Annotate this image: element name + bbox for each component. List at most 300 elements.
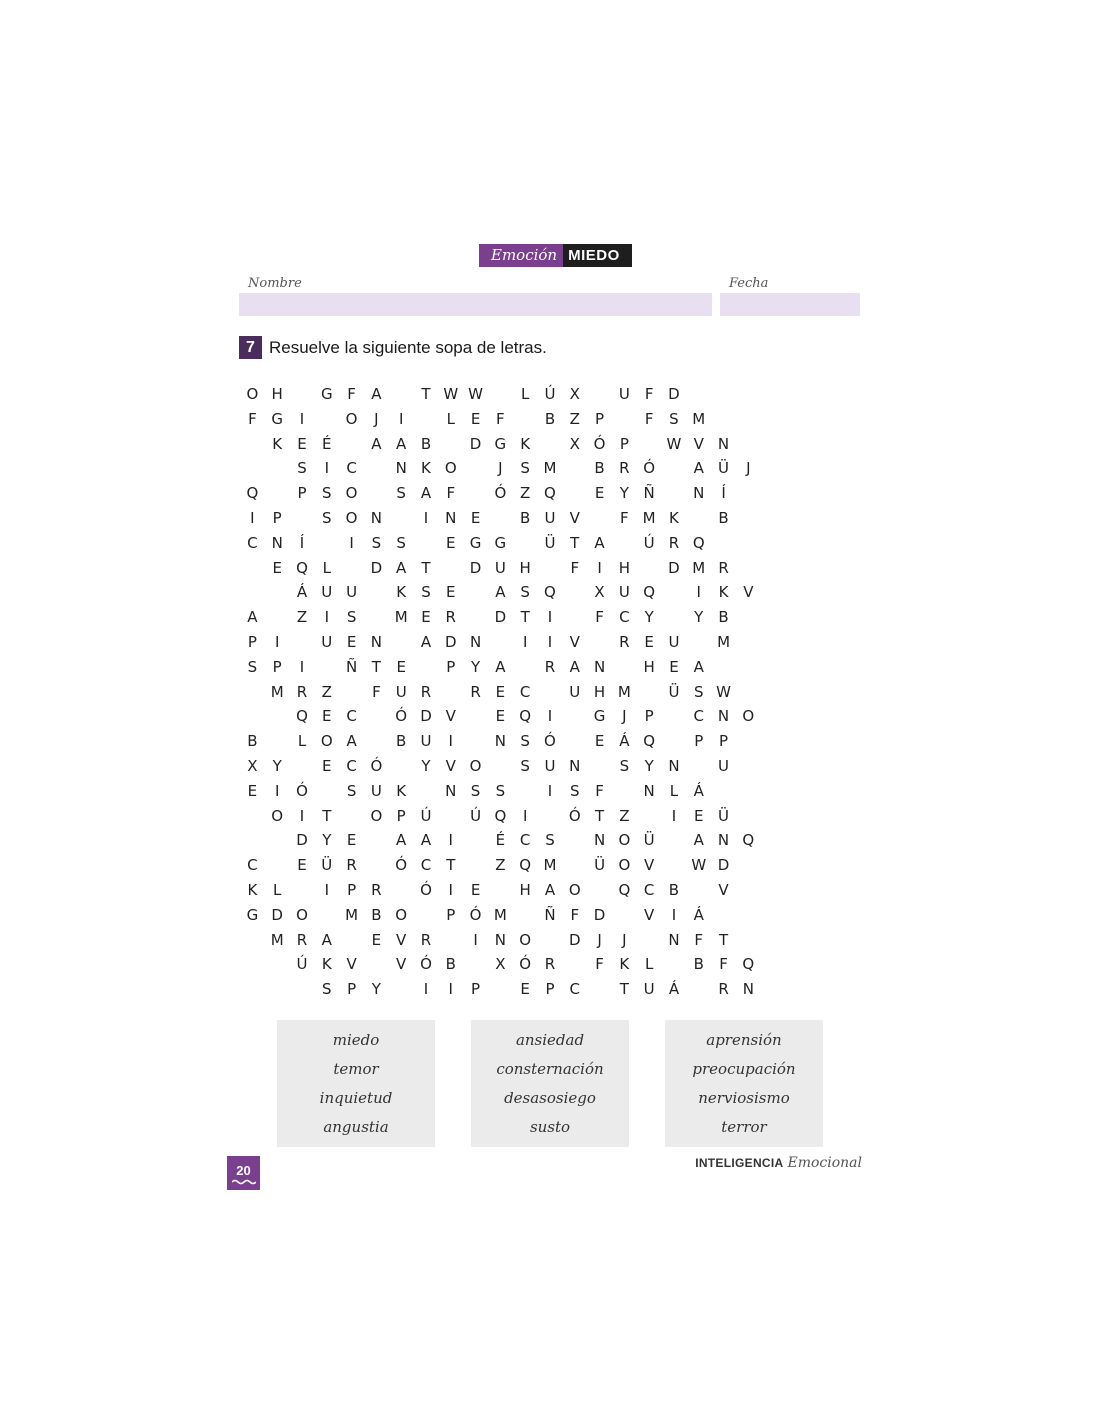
grid-cell	[513, 655, 538, 680]
name-field[interactable]	[239, 293, 712, 316]
grid-cell	[314, 407, 339, 432]
grid-cell	[810, 878, 835, 903]
grid-cell: Q	[544, 583, 556, 602]
grid-cell: K	[396, 781, 407, 800]
grid-cell	[736, 655, 761, 680]
brand-bold: INTELIGENCIA	[695, 1156, 784, 1170]
grid-cell: P	[644, 707, 654, 726]
grid-cell: K	[718, 583, 729, 602]
grid-cell: I	[448, 732, 453, 751]
grid-cell: R	[470, 682, 481, 701]
grid-cell: S	[545, 831, 555, 850]
grid-cell: I	[324, 459, 329, 478]
grid-row	[240, 977, 860, 1002]
grid-cell	[786, 804, 811, 829]
grid-cell: I	[547, 608, 553, 627]
grid-cell: T	[718, 930, 729, 949]
grid-cell: F	[719, 955, 728, 974]
grid-cell	[587, 630, 612, 655]
grid-cell: A	[396, 831, 407, 850]
grid-cell	[463, 456, 488, 481]
grid-cell: N	[370, 632, 382, 651]
grid-cell	[835, 580, 860, 605]
grid-cell	[761, 432, 786, 457]
grid-cell: U	[618, 583, 630, 602]
grid-cell	[736, 630, 761, 655]
grid-cell: A	[321, 930, 332, 949]
grid-cell: R	[544, 955, 556, 974]
grid-cell: T	[371, 657, 381, 676]
grid-cell: B	[718, 508, 729, 527]
grid-cell: Ó	[469, 905, 482, 924]
grid-cell	[240, 704, 265, 729]
grid-cell	[786, 580, 811, 605]
grid-cell	[240, 804, 265, 829]
grid-row	[240, 605, 860, 630]
grid-cell: M	[717, 632, 731, 651]
grid-cell: C	[693, 707, 704, 726]
grid-cell	[364, 729, 389, 754]
grid-cell	[290, 382, 315, 407]
grid-cell	[736, 779, 761, 804]
grid-cell: J	[374, 409, 379, 428]
grid-cell: P	[297, 484, 307, 503]
grid-cell: W	[468, 385, 483, 403]
grid-cell: N	[593, 831, 606, 850]
grid-row	[240, 506, 860, 531]
grid-cell	[810, 481, 835, 506]
grid-cell: D	[469, 434, 482, 453]
grid-cell: C	[519, 682, 531, 701]
grid-cell	[761, 655, 786, 680]
grid-cell: H	[593, 682, 606, 701]
grid-cell: I	[299, 409, 305, 428]
grid-cell	[786, 382, 811, 407]
grid-cell	[463, 704, 488, 729]
grid-cell: Q	[494, 806, 507, 825]
grid-cell	[637, 556, 662, 581]
grid-row	[240, 456, 860, 481]
grid-cell: U	[544, 508, 556, 527]
grid-cell	[761, 928, 786, 953]
grid-cell: A	[396, 558, 407, 577]
grid-cell	[463, 828, 488, 853]
grid-cell: Q	[519, 856, 532, 875]
grid-cell	[835, 456, 860, 481]
grid-cell	[339, 804, 364, 829]
date-field[interactable]	[720, 293, 860, 316]
grid-cell	[290, 878, 315, 903]
grid-cell: Á	[693, 781, 704, 800]
grid-cell	[835, 754, 860, 779]
grid-cell	[711, 382, 736, 407]
grid-cell: C	[420, 856, 432, 875]
grid-cell: I	[473, 930, 478, 949]
grid-cell: C	[346, 756, 357, 775]
grid-cell: Ú	[470, 806, 482, 825]
grid-cell: N	[271, 533, 283, 552]
grid-cell	[810, 952, 835, 977]
grid-cell: T	[594, 806, 605, 825]
grid-cell: L	[322, 558, 331, 577]
grid-cell: F	[644, 409, 654, 428]
grid-cell: B	[247, 732, 258, 751]
grid-cell: Á	[619, 732, 630, 751]
grid-cell	[265, 977, 290, 1002]
grid-cell: Q	[246, 484, 259, 503]
grid-cell	[786, 407, 811, 432]
grid-cell: U	[395, 682, 407, 701]
grid-cell: S	[520, 583, 530, 602]
exercise-number: 7	[239, 336, 262, 359]
grid-cell: E	[297, 434, 307, 453]
grid-cell: U	[494, 558, 506, 577]
grid-cell	[538, 432, 563, 457]
grid-cell: N	[717, 434, 730, 453]
grid-cell	[314, 779, 339, 804]
grid-cell: S	[470, 781, 481, 800]
grid-cell: I	[547, 632, 553, 651]
grid-cell: X	[569, 434, 580, 453]
grid-cell: Q	[296, 558, 308, 577]
grid-cell: K	[669, 508, 679, 527]
grid-cell: Z	[520, 484, 531, 503]
grid-cell: U	[668, 632, 680, 651]
grid-cell: B	[445, 955, 456, 974]
grid-cell	[810, 680, 835, 705]
grid-cell: Q	[643, 583, 656, 602]
grid-cell	[662, 580, 687, 605]
grid-cell: T	[570, 533, 580, 552]
grid-cell	[314, 903, 339, 928]
grid-cell: V	[396, 955, 407, 974]
grid-cell: S	[520, 732, 530, 751]
grid-cell	[488, 977, 513, 1002]
grid-cell	[414, 531, 439, 556]
grid-cell	[538, 928, 563, 953]
grid-cell: G	[271, 409, 283, 428]
grid-row	[240, 754, 860, 779]
grid-cell: Ó	[544, 732, 556, 751]
grid-cell: Z	[296, 608, 308, 627]
grid-cell: E	[346, 632, 357, 651]
grid-cell: E	[272, 558, 282, 577]
grid-cell: S	[693, 682, 704, 701]
grid-cell	[761, 952, 786, 977]
grid-cell	[265, 828, 290, 853]
grid-cell	[562, 481, 587, 506]
grid-cell: Ü	[718, 459, 730, 478]
grid-cell: A	[495, 583, 506, 602]
grid-cell: Y	[371, 980, 381, 999]
grid-cell	[835, 977, 860, 1002]
grid-cell: O	[345, 508, 358, 527]
grid-cell	[662, 952, 687, 977]
exercise-instruction: Resuelve la siguiente sopa de letras.	[269, 337, 547, 357]
grid-cell	[835, 655, 860, 680]
grid-cell: I	[547, 781, 553, 800]
grid-cell: Ñ	[643, 484, 655, 503]
grid-row	[240, 531, 860, 556]
grid-cell: R	[296, 930, 308, 949]
grid-cell: C	[247, 533, 258, 552]
grid-cell	[562, 952, 587, 977]
grid-cell: O	[618, 831, 631, 850]
grid-cell	[637, 804, 662, 829]
grid-cell	[562, 580, 587, 605]
grid-cell: A	[420, 831, 432, 850]
grid-cell: F	[595, 608, 604, 627]
grid-cell	[587, 878, 612, 903]
grid-cell: I	[696, 583, 701, 602]
grid-cell: Y	[470, 657, 481, 676]
grid-cell	[810, 531, 835, 556]
grid-cell: V	[445, 756, 456, 775]
grid-cell: Ó	[420, 880, 432, 899]
grid-cell: D	[668, 558, 680, 577]
grid-cell	[711, 779, 736, 804]
grid-cell: N	[494, 930, 506, 949]
grid-cell: Y	[619, 484, 629, 503]
grid-cell: N	[717, 831, 730, 850]
grid-cell	[761, 804, 786, 829]
grid-cell: I	[671, 905, 677, 924]
grid-cell	[835, 828, 860, 853]
grid-cell: S	[396, 484, 406, 503]
grid-cell	[835, 680, 860, 705]
grid-cell	[662, 456, 687, 481]
grid-cell: E	[594, 484, 605, 503]
grid-cell: I	[522, 632, 528, 651]
grid-cell: Ü	[544, 533, 556, 552]
grid-cell	[835, 952, 860, 977]
grid-cell	[364, 828, 389, 853]
grid-cell: J	[622, 707, 627, 726]
grid-cell	[240, 977, 265, 1002]
grid-cell: G	[469, 533, 482, 552]
grid-cell	[240, 456, 265, 481]
grid-cell	[414, 779, 439, 804]
grid-cell: N	[717, 707, 730, 726]
grid-cell: P	[471, 980, 481, 999]
grid-cell: C	[519, 831, 531, 850]
grid-cell	[786, 506, 811, 531]
grid-cell: V	[396, 930, 407, 949]
grid-cell: S	[346, 781, 357, 800]
grid-row	[240, 779, 860, 804]
grid-cell: T	[421, 558, 431, 577]
grid-cell: L	[273, 880, 282, 899]
emotion-label: Emoción	[479, 244, 563, 267]
grid-cell	[810, 580, 835, 605]
grid-cell	[339, 556, 364, 581]
grid-cell	[810, 804, 835, 829]
grid-cell	[736, 531, 761, 556]
grid-cell: Y	[694, 608, 704, 627]
grid-cell	[265, 853, 290, 878]
grid-cell: K	[421, 459, 431, 478]
grid-cell	[513, 779, 538, 804]
grid-cell: S	[396, 533, 406, 552]
grid-cell	[835, 556, 860, 581]
grid-cell	[438, 928, 463, 953]
grid-cell	[711, 903, 736, 928]
grid-cell	[389, 506, 414, 531]
grid-cell: É	[495, 831, 506, 850]
grid-cell: M	[345, 905, 359, 924]
grid-cell	[835, 407, 860, 432]
grid-cell: I	[349, 533, 354, 552]
grid-row	[240, 952, 860, 977]
grid-cell	[240, 952, 265, 977]
grid-cell: F	[248, 409, 257, 428]
grid-cell	[810, 754, 835, 779]
grid-cell	[438, 804, 463, 829]
grid-cell: S	[669, 409, 679, 428]
grid-cell: Y	[322, 831, 332, 850]
grid-cell: L	[446, 409, 455, 428]
grid-cell: W	[716, 682, 731, 701]
grid-cell	[835, 878, 860, 903]
grid-cell: H	[519, 558, 531, 577]
grid-cell	[414, 903, 439, 928]
grid-cell: M	[270, 682, 284, 701]
grid-cell: B	[693, 955, 704, 974]
grid-cell	[736, 853, 761, 878]
grid-cell: V	[346, 955, 357, 974]
grid-cell	[339, 680, 364, 705]
grid-cell	[761, 556, 786, 581]
grid-cell: D	[717, 856, 730, 875]
grid-cell	[786, 680, 811, 705]
grid-cell: C	[346, 707, 357, 726]
grid-cell	[835, 804, 860, 829]
grid-cell: Ó	[370, 756, 383, 775]
grid-cell: M	[394, 608, 408, 627]
grid-cell: P	[396, 806, 406, 825]
grid-cell	[810, 655, 835, 680]
grid-cell	[761, 407, 786, 432]
grid-cell	[835, 432, 860, 457]
grid-cell	[290, 506, 315, 531]
grid-cell: R	[668, 533, 680, 552]
grid-cell	[835, 779, 860, 804]
grid-cell	[562, 456, 587, 481]
grid-cell: I	[448, 880, 453, 899]
grid-cell	[736, 605, 761, 630]
grid-cell	[686, 878, 711, 903]
grid-cell	[810, 630, 835, 655]
brand-script: Emocional	[787, 1155, 862, 1171]
grid-cell: O	[246, 385, 259, 403]
grid-cell	[463, 605, 488, 630]
grid-cell: O	[370, 806, 383, 825]
grid-cell	[786, 853, 811, 878]
grid-cell: D	[469, 558, 482, 577]
grid-cell	[736, 382, 761, 407]
grid-cell: É	[322, 434, 332, 453]
grid-cell	[761, 878, 786, 903]
grid-cell	[736, 432, 761, 457]
grid-cell	[463, 481, 488, 506]
grid-cell	[786, 556, 811, 581]
grid-cell: F	[570, 905, 580, 924]
grid-cell: R	[371, 880, 382, 899]
grid-cell: X	[594, 583, 605, 602]
grid-cell	[389, 977, 414, 1002]
grid-cell	[389, 382, 414, 407]
grid-cell: A	[371, 385, 382, 403]
grid-cell: I	[597, 558, 602, 577]
grid-cell: O	[395, 905, 408, 924]
grid-cell: O	[320, 732, 333, 751]
grid-cell: V	[569, 508, 580, 527]
grid-cell	[637, 680, 662, 705]
grid-cell	[562, 704, 587, 729]
grid-cell: Í	[721, 484, 726, 503]
grid-cell	[463, 580, 488, 605]
grid-cell: K	[520, 434, 531, 453]
grid-cell	[662, 853, 687, 878]
grid-cell	[835, 506, 860, 531]
grid-cell	[786, 779, 811, 804]
grid-row	[240, 407, 860, 432]
grid-cell	[562, 729, 587, 754]
grid-cell: A	[371, 434, 382, 453]
grid-cell: E	[470, 508, 481, 527]
grid-cell	[761, 382, 786, 407]
grid-cell: Á	[668, 980, 680, 999]
grid-cell: Ó	[395, 856, 408, 875]
grid-cell	[364, 605, 389, 630]
grid-cell	[612, 655, 637, 680]
grid-cell	[686, 382, 711, 407]
grid-cell: C	[643, 880, 655, 899]
grid-cell: E	[421, 608, 431, 627]
grid-cell	[686, 630, 711, 655]
word-item: preocupación	[692, 1060, 796, 1079]
grid-cell: P	[272, 657, 282, 676]
grid-cell	[463, 853, 488, 878]
grid-cell: N	[445, 781, 457, 800]
grid-cell: A	[420, 632, 432, 651]
grid-cell: G	[320, 385, 333, 403]
grid-cell: Q	[643, 732, 656, 751]
grid-cell: Á	[296, 583, 308, 602]
grid-cell: F	[595, 955, 604, 974]
grid-cell: M	[692, 558, 706, 577]
grid-cell	[538, 556, 563, 581]
grid-row	[240, 556, 860, 581]
grid-cell: Z	[569, 409, 580, 428]
grid-cell: W	[666, 434, 682, 453]
grid-cell: D	[296, 831, 308, 850]
grid-row	[240, 878, 860, 903]
grid-cell: E	[644, 632, 654, 651]
grid-cell	[761, 605, 786, 630]
grid-cell: Ó	[420, 955, 432, 974]
grid-cell	[761, 630, 786, 655]
grid-cell: K	[396, 583, 407, 602]
word-item: temor	[333, 1060, 379, 1079]
grid-cell: U	[346, 583, 358, 602]
grid-cell	[240, 828, 265, 853]
grid-cell: W	[691, 856, 707, 875]
word-item: ansiedad	[515, 1031, 585, 1050]
grid-cell: Y	[421, 756, 431, 775]
word-item: inquietud	[319, 1088, 393, 1107]
grid-row	[240, 704, 860, 729]
